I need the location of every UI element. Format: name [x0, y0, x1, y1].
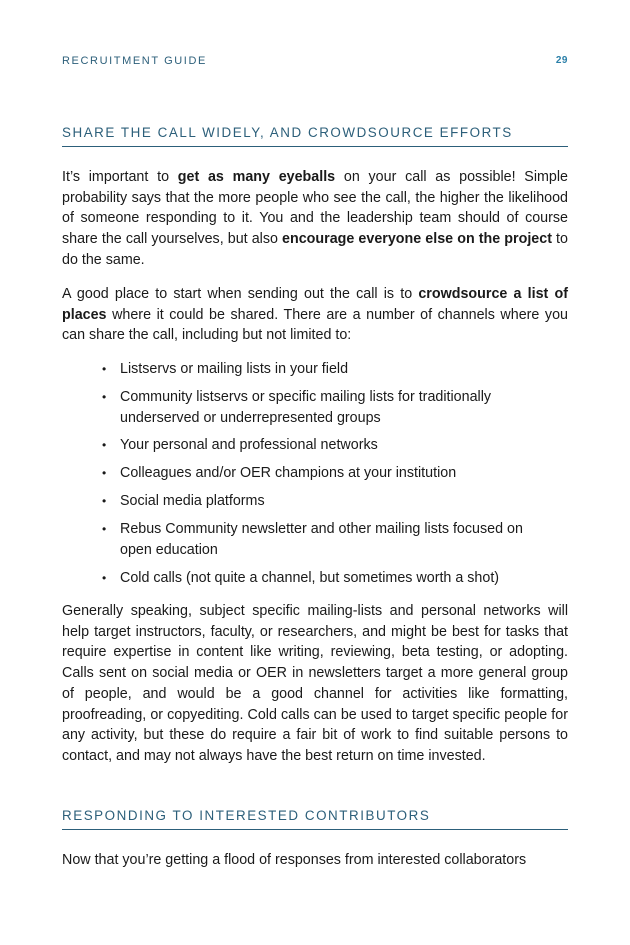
list-item [102, 359, 558, 380]
paragraph-crowdsource [62, 284, 568, 346]
list-item-text: Community listservs or specific mailing lists for traditionally underserved or underrepresented groups [120, 388, 492, 426]
section-heading-responding: RESPONDING TO INTERESTED CONTRIBUTORS [62, 808, 568, 830]
list-item [102, 435, 558, 456]
paragraph-eyeballs [62, 167, 568, 271]
channel-list [102, 359, 558, 596]
paragraph-channels-summary: Generally speaking, subject specific mailing-lists and personal networks will help target instructors, faculty, or researchers, and might be best for tasks that require expertise in content like writing, reviewing, beta testing, or adopting. Calls sent on social media or OER in newsletters target a more general group of people, and would be a good channel for activities like formatting, proofreading, or copyediting. Cold calls can be used to target specific people for any activity, but these do require a fair bit of work to find suitable persons to contact, and may not always have the best return on time invested. [62, 603, 568, 764]
list-item-text: Social media platforms [120, 493, 265, 510]
list-item-text: Colleagues and/or OER champions at your institution [120, 465, 457, 482]
text-run: where it could be shared. There are a number of channels where you can share the call, including but not limited to: [62, 306, 568, 344]
bullet-icon: • [102, 466, 107, 481]
text-run: A good place to start when sending out the call is to [62, 286, 419, 302]
bullet-icon: • [102, 389, 107, 404]
list-item-text: Your personal and professional networks [120, 437, 378, 454]
bullet-icon: • [102, 362, 107, 376]
list-item-text: Listservs or mailing lists in your field [120, 361, 349, 377]
text-run: on your call as possible! Simple probability says that the more people who see the call, the higher the likelihood of someone responding to it. You and the leadership team should of course share the call yourselves, but also [62, 169, 568, 248]
bullet-icon: • [102, 522, 107, 537]
bold-run: crowdsource a list of places [62, 286, 568, 323]
running-title: RECRUITMENT GUIDE [62, 55, 207, 67]
list-item [102, 519, 558, 560]
list-item [102, 463, 558, 484]
running-header [62, 55, 568, 71]
paragraph-responses: Now that you’re getting a flood of responses from interested collaborators [62, 852, 527, 868]
bullet-icon: • [102, 494, 107, 509]
section-heading-share-call: SHARE THE CALL WIDELY, AND CROWDSOURCE EFFORTS [62, 125, 568, 147]
bullet-icon: • [102, 438, 107, 453]
bold-run: get as many eyeballs [177, 169, 336, 185]
bold-run: encourage everyone else on the project [282, 231, 552, 248]
list-item-text: Rebus Community newsletter and other mailing lists focused on open education [120, 521, 523, 558]
list-item [102, 387, 558, 428]
list-item [102, 491, 558, 512]
list-item-text: Cold calls (not quite a channel, but sometimes worth a shot) [120, 569, 500, 586]
list-item [102, 568, 558, 589]
bullet-icon: • [102, 570, 107, 585]
text-run: It’s important to [62, 169, 178, 185]
text-run: to do the same. [62, 231, 568, 268]
page-number: 29 [555, 55, 568, 66]
